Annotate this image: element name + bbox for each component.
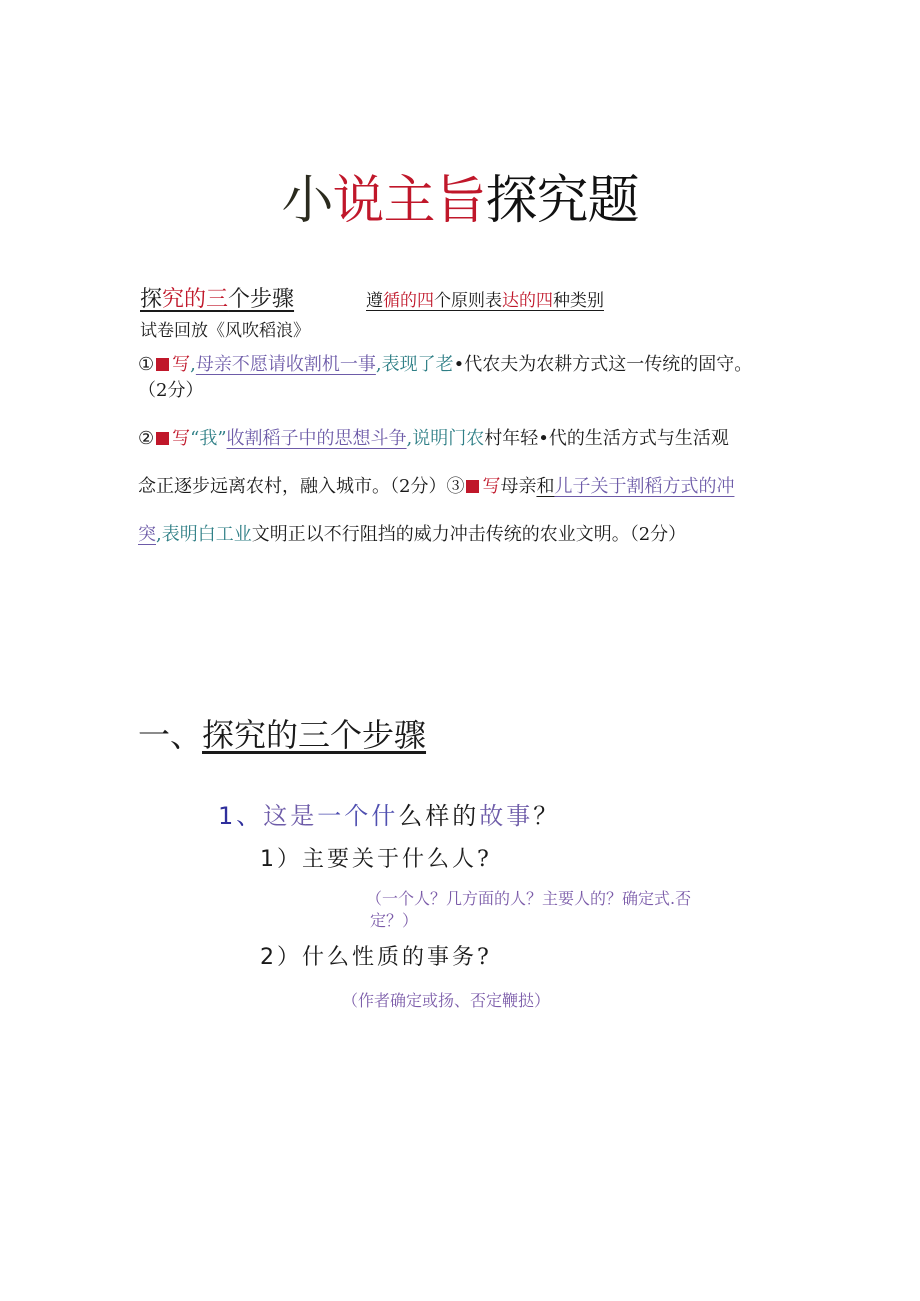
- step-1-d: 故事: [479, 802, 534, 830]
- answer-2-show: ,说明门农: [406, 428, 485, 449]
- question-1: [260, 842, 492, 873]
- question-2-number: 2）: [260, 945, 302, 970]
- header-steps-a: 探: [140, 287, 163, 312]
- answer-3-verb: 写: [482, 476, 501, 497]
- step-1-c: 么样的: [398, 802, 480, 830]
- step-1-number: 1、: [218, 802, 264, 830]
- source-line: 试卷回放《风吹稻浪》: [140, 321, 310, 341]
- header-principles-b: 循的四: [383, 291, 434, 311]
- answer-2-verb: 写: [172, 428, 191, 449]
- section-title: 探究的三个步骤: [202, 716, 427, 754]
- answer-2-line-3: [138, 520, 686, 546]
- question-2-note: （作者确定或扬、否定鞭挞）: [342, 991, 551, 1010]
- document-title: [0, 158, 920, 233]
- answer-1: [138, 350, 752, 376]
- answer-1-score: （2分）: [138, 380, 204, 401]
- header-steps-b: 究的三: [162, 287, 229, 312]
- title-part-2: 说主旨: [332, 171, 486, 231]
- answer-3-rest: 文明正以不行阻挡的威力冲击传统的农业文明。（2分）: [251, 524, 687, 545]
- section-heading: [138, 710, 426, 756]
- title-part-1: 小: [281, 171, 333, 231]
- title-part-3: 探究题: [485, 171, 639, 231]
- red-square-icon: [156, 358, 169, 371]
- answer-3-and: 和: [536, 476, 555, 497]
- step-1-b: 一个什: [317, 802, 399, 830]
- answer-2-rest: 村年轻•代的生活方式与生活观: [484, 428, 729, 449]
- question-1-number: 1）: [260, 847, 302, 872]
- answer-1-sep: ,: [190, 354, 196, 375]
- step-1-a: 这是: [263, 802, 318, 830]
- answer-2-line-1: [138, 424, 729, 450]
- question-1-note-1: （一个人？几方面的人？主要人的？确定式.否: [366, 889, 692, 908]
- header-principles-e: 种类别: [553, 291, 604, 311]
- answer-2-number: ②: [138, 428, 155, 449]
- answer-1-number: ①: [138, 354, 155, 375]
- step-1: [218, 796, 560, 831]
- question-1-text: 主要关于什么人?: [302, 847, 492, 872]
- answer-2-line-2-text: 念正逐步远离农村，融入城市。（2分）③: [138, 476, 465, 497]
- red-square-icon: [466, 480, 479, 493]
- red-square-icon: [156, 432, 169, 445]
- answer-3-subject: 母亲: [500, 476, 537, 497]
- answer-2-event: 收割稻子中的思想斗争: [226, 428, 407, 449]
- answer-1-event: 母亲不愿请收割机一事: [195, 354, 376, 375]
- question-1-note-2: 定？）: [370, 911, 419, 930]
- answer-1-rest: •代农夫为农耕方式这一传统的固守。: [453, 354, 753, 375]
- answer-2-line-2: [138, 472, 734, 498]
- answer-3-event: 儿子关于割稻方式的冲: [554, 476, 735, 497]
- header-steps-c: 个步骤: [228, 287, 295, 312]
- step-1-e: ？: [533, 802, 561, 830]
- header-principles-a: 遵: [366, 291, 383, 311]
- answer-2-quote: “我”: [190, 428, 227, 449]
- header-principles-d: 达的四: [502, 291, 553, 311]
- question-2: [260, 940, 492, 971]
- section-number: 一、: [138, 716, 203, 754]
- header-steps: [140, 282, 294, 313]
- answer-1-verb: 写: [172, 354, 191, 375]
- question-2-text: 什么性质的事务?: [302, 945, 492, 970]
- answer-3-event-end: 突: [138, 524, 156, 545]
- header-principles: [366, 286, 604, 311]
- header-principles-c: 个原则表: [434, 291, 502, 311]
- answer-1-show: ,表现了老: [375, 354, 454, 375]
- answer-3-show: ,表明白工业: [156, 524, 252, 545]
